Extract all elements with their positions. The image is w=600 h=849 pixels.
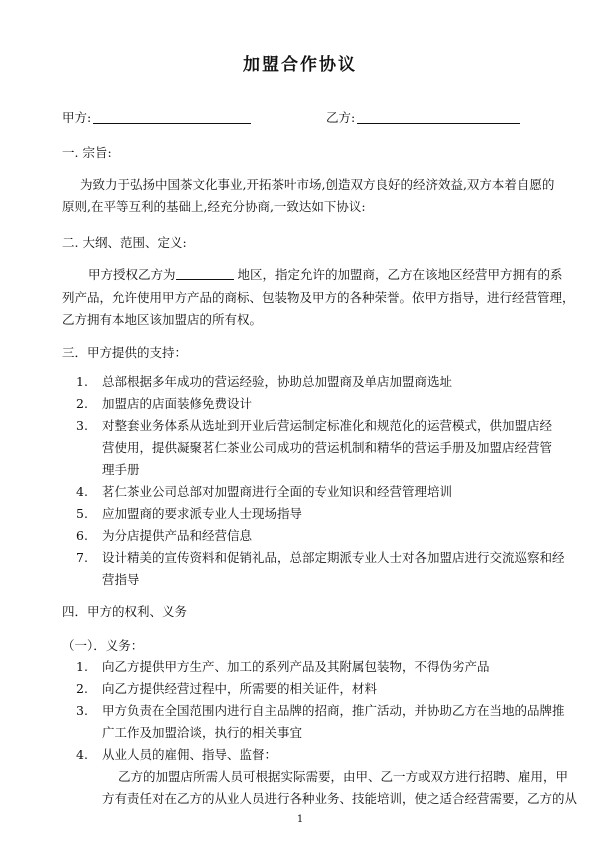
list-item-text: 甲方负责在全国范围内进行自主品牌的招商，推广活动，并协助乙方在当地的品牌推 xyxy=(102,703,565,718)
document-title: 加盟合作协议 xyxy=(243,55,357,75)
section-2-para-part-a: 甲方授权乙方为 xyxy=(88,267,176,282)
section-2-para-line-2: 列产品，允许使用甲方产品的商标、包装物及甲方的各种荣誉。依甲方指导，进行经营管理， xyxy=(62,290,575,305)
list-item-text-cont: 理手册 xyxy=(102,462,140,477)
list-item-number: 2. xyxy=(76,681,88,696)
section-2-para-line-1 xyxy=(88,264,563,286)
party-a-label: 甲方: xyxy=(62,110,92,125)
list-item-number: 1. xyxy=(76,374,88,389)
list-item-number: 4. xyxy=(76,484,88,499)
list-item-text: 为分店提供产品和经营信息 xyxy=(102,528,253,543)
list-item-text: 应加盟商的要求派专业人士现场指导 xyxy=(102,506,303,521)
page-number: 1 xyxy=(296,814,304,825)
party-a-blank xyxy=(93,110,251,124)
list-item-text: 对整套业务体系从选址到开业后营运制定标准化和规范化的运营模式，供加盟店经 xyxy=(102,418,553,433)
list-item-text: 总部根据多年成功的营运经验，协助总加盟商及单店加盟商选址 xyxy=(102,374,453,389)
section-4-heading: 四．甲方的权利、义务 xyxy=(62,604,188,619)
list-item-number: 7. xyxy=(76,550,88,565)
section-4-subheading: （一）．义务： xyxy=(62,638,144,653)
list-item-text: 加盟店的店面装修免费设计 xyxy=(102,396,253,411)
list-item-text-cont: 广工作及加盟洽谈，执行的相关事宜 xyxy=(102,725,303,740)
section-1-para-line-2: 原则,在平等互利的基础上,经充分协商,一致达如下协议: xyxy=(62,199,366,214)
section-2-para-line-3: 乙方拥有本地区该加盟店的所有权。 xyxy=(62,312,263,327)
section-2-heading: 二. 大纲、范围、定义: xyxy=(62,235,187,250)
list-item-text: 从业人员的雇佣、指导、监督： xyxy=(102,747,278,762)
list-item-number: 4. xyxy=(76,747,88,762)
party-a xyxy=(62,108,251,126)
section-1-heading: 一. 宗旨: xyxy=(62,145,112,160)
party-b xyxy=(326,108,520,126)
list-item-text: 向乙方提供甲方生产、加工的系列产品及其附属包装物，不得伪劣产品 xyxy=(102,659,490,674)
party-b-label: 乙方: xyxy=(326,110,356,125)
list-item-text: 设计精美的宣传资料和促销礼品，总部定期派专业人士对各加盟店进行交流巡察和经 xyxy=(102,550,565,565)
list-item-text: 向乙方提供经营过程中，所需要的相关证件，材料 xyxy=(102,681,378,696)
section-3-heading: 三．甲方提供的支持： xyxy=(62,345,188,360)
section-2-para-part-b: 地区，指定允许的加盟商，乙方在该地区经营甲方拥有的系 xyxy=(237,267,563,282)
list-item-text-cont: 营指导 xyxy=(102,572,140,587)
list-item-number: 6. xyxy=(76,528,88,543)
list-item-text-cont: 营使用，提供凝聚茗仁茶业公司成功的营运机制和精华的营运手册及加盟店经营管 xyxy=(102,440,553,455)
section-4-para-line-2: 方有责任对在乙方的从业人员进行各种业务、技能培训，使之适合经营需要，乙方的从 xyxy=(102,791,578,806)
region-blank xyxy=(176,267,234,280)
list-item-text: 茗仁茶业公司总部对加盟商进行全面的专业知识和经营管理培训 xyxy=(102,484,453,499)
section-1-para-line-1: 为致力于弘扬中国茶文化事业,开拓茶叶市场,创造双方良好的经济效益,双方本着自愿的 xyxy=(80,177,555,192)
list-item-number: 2. xyxy=(76,396,88,411)
party-b-blank xyxy=(357,110,520,124)
list-item-number: 5. xyxy=(76,506,88,521)
list-item-number: 3. xyxy=(76,703,88,718)
list-item-number: 3. xyxy=(76,418,88,433)
list-item-number: 1. xyxy=(76,659,88,674)
section-4-para-line-1: 乙方的加盟店所需人员可根据实际需要，由甲、乙一方或双方进行招聘、雇用，甲 xyxy=(118,769,569,784)
